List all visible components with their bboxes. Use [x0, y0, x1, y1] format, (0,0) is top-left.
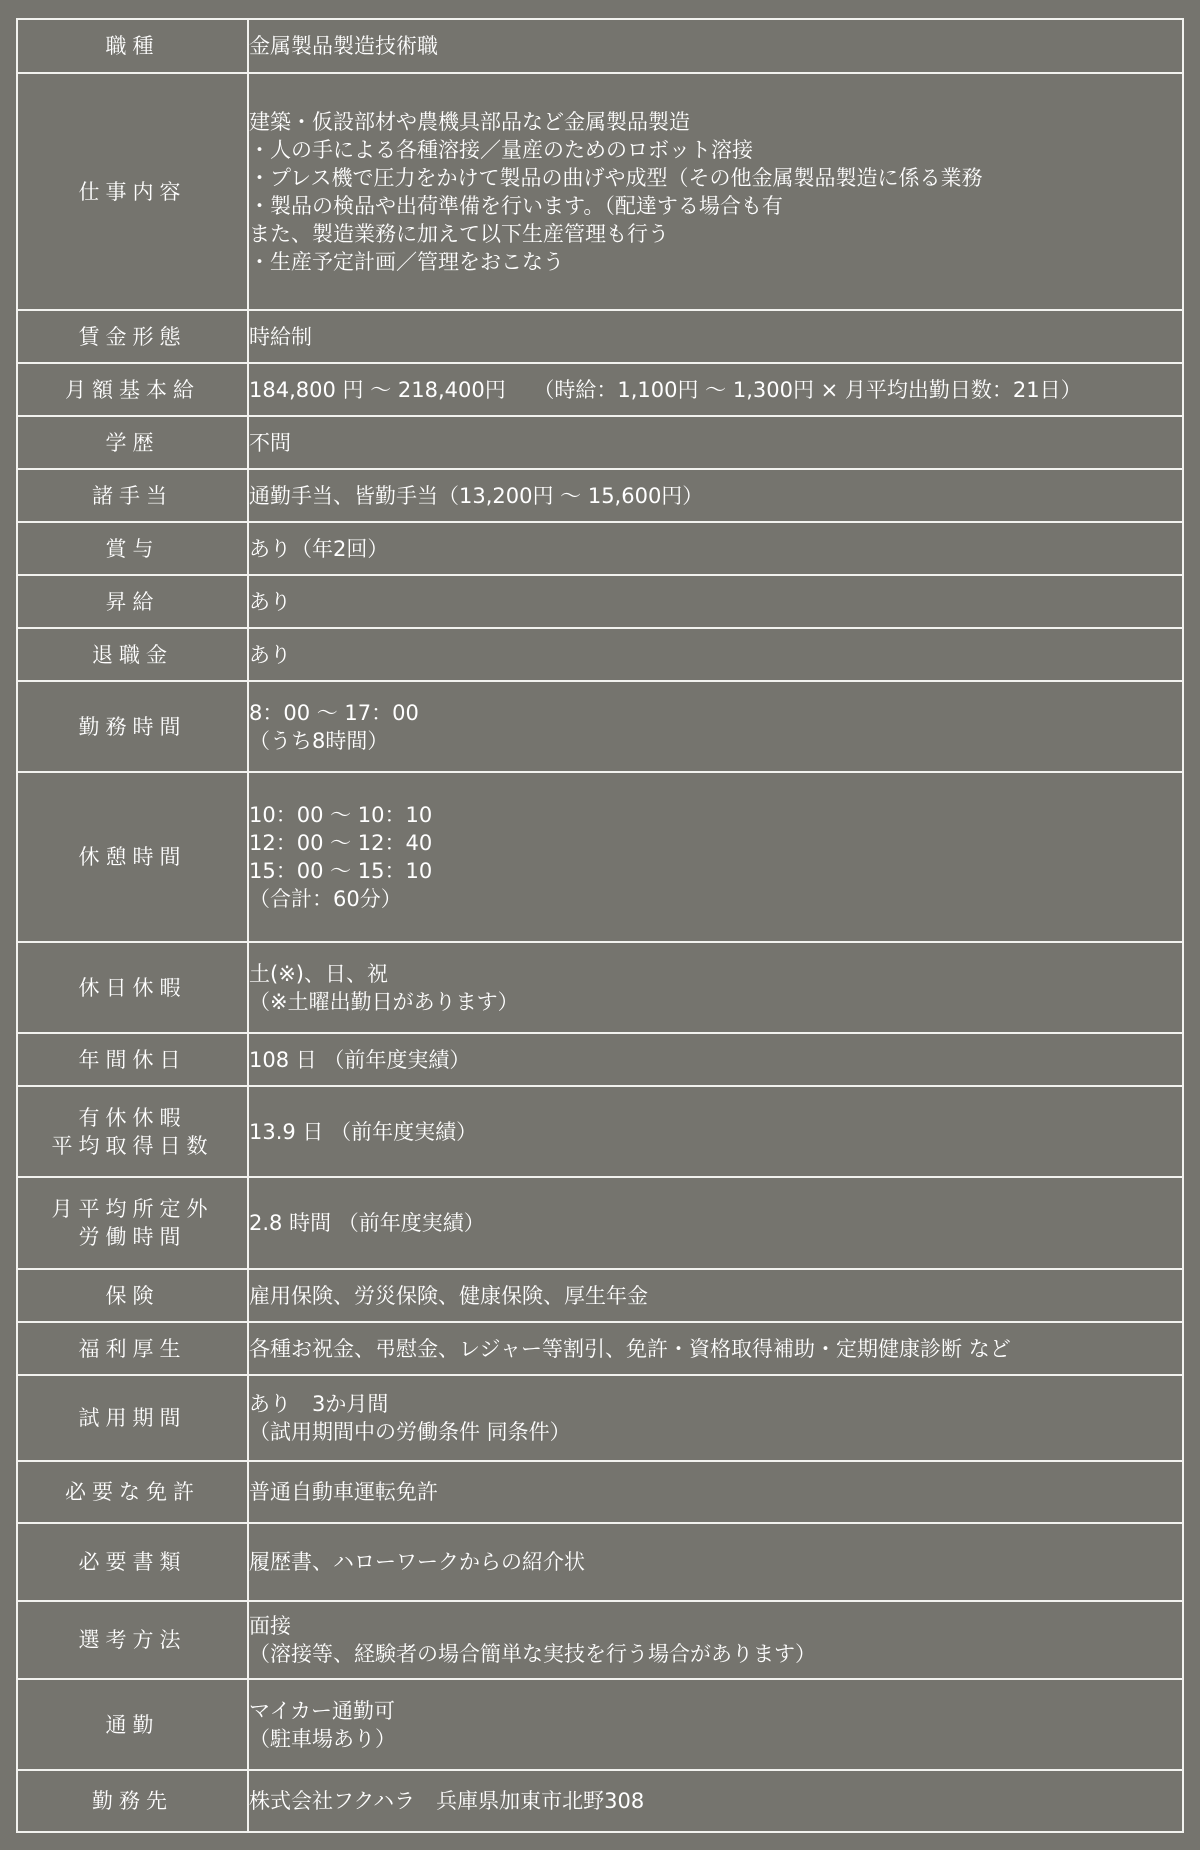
job-spec-table	[16, 18, 1184, 1833]
row-value: あり 3か月間 （試用期間中の労働条件 同条件）	[248, 1375, 1183, 1461]
row-label: 必要な免許	[17, 1461, 248, 1523]
row-value: 2.8 時間 （前年度実績）	[248, 1177, 1183, 1269]
row-value: 時給制	[248, 310, 1183, 363]
job-spec-sheet	[16, 18, 1184, 1833]
row-value: 通勤手当、皆勤手当（13,200円 ～ 15,600円）	[248, 469, 1183, 522]
row-label: 昇給	[17, 575, 248, 628]
row-label: 月平均所定外 労働時間	[17, 1177, 248, 1269]
row-break-time	[17, 772, 1183, 942]
row-value: 面接 （溶接等、経験者の場合簡単な実技を行う場合があります）	[248, 1601, 1183, 1679]
row-label: 仕事内容	[17, 73, 248, 310]
row-label: 選考方法	[17, 1601, 248, 1679]
row-label: 諸手当	[17, 469, 248, 522]
row-label: 退職金	[17, 628, 248, 681]
row-selection-method	[17, 1601, 1183, 1679]
row-value: 金属製品製造技術職	[248, 19, 1183, 73]
row-value: 108 日 （前年度実績）	[248, 1033, 1183, 1086]
row-value: マイカー通勤可 （駐車場あり）	[248, 1679, 1183, 1770]
row-bonus	[17, 522, 1183, 575]
row-value: 各種お祝金、弔慰金、レジャー等割引、免許・資格取得補助・定期健康診断 など	[248, 1322, 1183, 1375]
row-workplace	[17, 1770, 1183, 1832]
row-value: 雇用保険、労災保険、健康保険、厚生年金	[248, 1269, 1183, 1322]
row-overtime	[17, 1177, 1183, 1269]
row-monthly-salary	[17, 363, 1183, 416]
row-label: 賃金形態	[17, 310, 248, 363]
row-value: あり	[248, 575, 1183, 628]
row-value: 不問	[248, 416, 1183, 469]
row-job-type	[17, 19, 1183, 73]
row-value: 土(※)、日、祝 （※土曜出勤日があります）	[248, 942, 1183, 1033]
row-paid-leave	[17, 1086, 1183, 1177]
row-label: 有休休暇 平均取得日数	[17, 1086, 248, 1177]
row-required-documents	[17, 1523, 1183, 1601]
row-insurance	[17, 1269, 1183, 1322]
row-label: 保険	[17, 1269, 248, 1322]
row-holidays	[17, 942, 1183, 1033]
row-trial-period	[17, 1375, 1183, 1461]
row-label: 通勤	[17, 1679, 248, 1770]
row-wage-type	[17, 310, 1183, 363]
row-value: あり（年2回）	[248, 522, 1183, 575]
row-annual-holidays	[17, 1033, 1183, 1086]
row-value: あり	[248, 628, 1183, 681]
row-value: 10：00 ～ 10：10 12：00 ～ 12：40 15：00 ～ 15：10 （合計：60分）	[248, 772, 1183, 942]
row-value: 建築・仮設部材や農機具部品など金属製品製造 ・人の手による各種溶接／量産のためのロボット溶接 ・プレス機で圧力をかけて製品の曲げや成型（その他金属製品製造に係る業務 ・製品の検品や出荷準備を行います。（配達する場合も有 また、製造業務に加えて以下生産管理も行う ・生産予定計画／管理をおこなう	[248, 73, 1183, 310]
row-work-hours	[17, 681, 1183, 772]
row-label: 年間休日	[17, 1033, 248, 1086]
row-label: 勤務先	[17, 1770, 248, 1832]
row-retirement	[17, 628, 1183, 681]
row-education	[17, 416, 1183, 469]
row-job-description	[17, 73, 1183, 310]
row-label: 福利厚生	[17, 1322, 248, 1375]
row-label: 必要書類	[17, 1523, 248, 1601]
row-value: 株式会社フクハラ 兵庫県加東市北野308	[248, 1770, 1183, 1832]
row-label: 職種	[17, 19, 248, 73]
row-label: 勤務時間	[17, 681, 248, 772]
row-benefits	[17, 1322, 1183, 1375]
row-raise	[17, 575, 1183, 628]
row-label: 試用期間	[17, 1375, 248, 1461]
row-label: 学歴	[17, 416, 248, 469]
row-value: 履歴書、ハローワークからの紹介状	[248, 1523, 1183, 1601]
row-commute	[17, 1679, 1183, 1770]
row-label: 賞与	[17, 522, 248, 575]
row-value: 184,800 円 ～ 218,400円 （時給：1,100円 ～ 1,300円 × 月平均出勤日数：21日）	[248, 363, 1183, 416]
row-required-license	[17, 1461, 1183, 1523]
row-label: 休憩時間	[17, 772, 248, 942]
row-label: 休日休暇	[17, 942, 248, 1033]
job-spec-rows	[17, 19, 1183, 1832]
row-value: 普通自動車運転免許	[248, 1461, 1183, 1523]
row-label: 月額基本給	[17, 363, 248, 416]
row-value: 13.9 日 （前年度実績）	[248, 1086, 1183, 1177]
row-allowances	[17, 469, 1183, 522]
row-value: 8：00 ～ 17：00 （うち8時間）	[248, 681, 1183, 772]
